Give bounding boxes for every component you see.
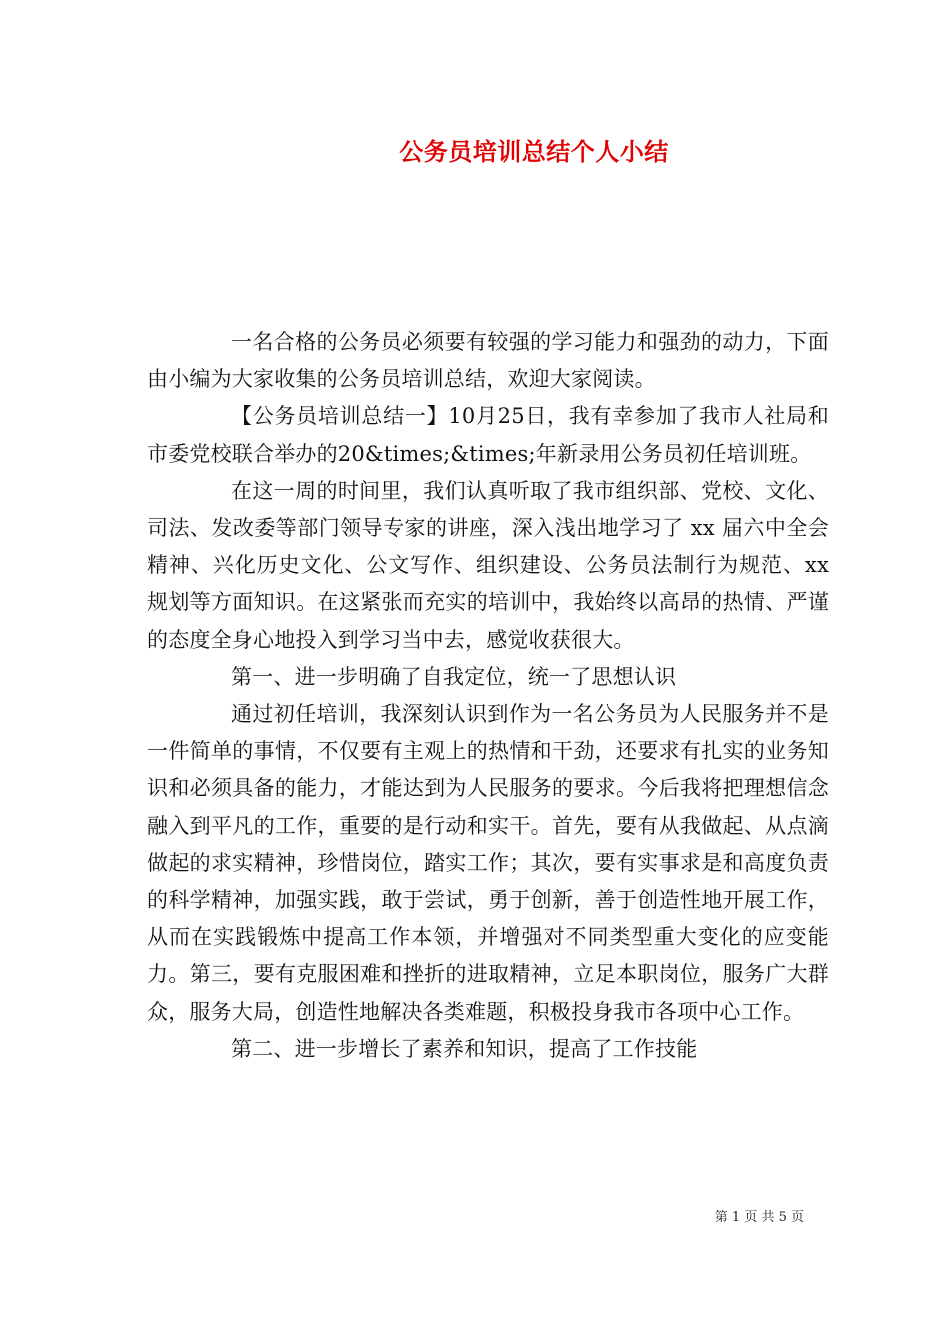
page-number-footer: 第 1 页 共 5 页 [714,1210,804,1225]
document-title: 公务员培训总结个人小结 [399,137,669,166]
paragraph-section-one: 通过初任培训，我深刻认识到作为一名公务员为人民服务并不是一件简单的事情，不仅要有主观上的热情和干劲，还要求有扎实的业务知识和必须具备的能力，才能达到为人民服务的要求。今后我将把理想信念融入到平凡的工作，重要的是行动和实干。首先，要有从我做起、从点滴做起的求实精神，珍惜岗位，踏实工作；其次，要有实事求是和高度负责的科学精神，加强实践，敢于尝试，勇于创新，善于创造性地开展工作，从而在实践锻炼中提高工作本领，并增强对不同类型重大变化的应变能力。第三，要有克服困难和挫折的进取精神，立足本职岗位，服务广大群众，服务大局，创造性地解决各类难题，积极投身我市各项中心工作。 [147,702,829,1024]
paragraph-summary-one: 【公务员培训总结一】10月25日，我有幸参加了我市人社局和市委党校联合举办的20&times;&times;年新录用公务员初任培训班。 [147,404,829,466]
section-heading-one: 第一、进一步明确了自我定位，统一了思想认识 [231,664,677,689]
paragraph-intro: 一名合格的公务员必须要有较强的学习能力和强劲的动力，下面由小编为大家收集的公务员培训总结，欢迎大家阅读。 [147,330,829,392]
section-heading-two: 第二、进一步增长了素养和知识，提高了工作技能 [231,1036,698,1061]
paragraph-training-content: 在这一周的时间里，我们认真听取了我市组织部、党校、文化、司法、发改委等部门领导专家的讲座，深入浅出地学习了 xx 届六中全会精神、兴化历史文化、公文写作、组织建设、公务员法制行为规范、xx 规划等方面知识。在这紧张而充实的培训中，我始终以高昂的热情、严谨的态度全身心地投入到学习当中去，感觉收获很大。 [147,478,829,652]
document-body [147,324,829,1068]
